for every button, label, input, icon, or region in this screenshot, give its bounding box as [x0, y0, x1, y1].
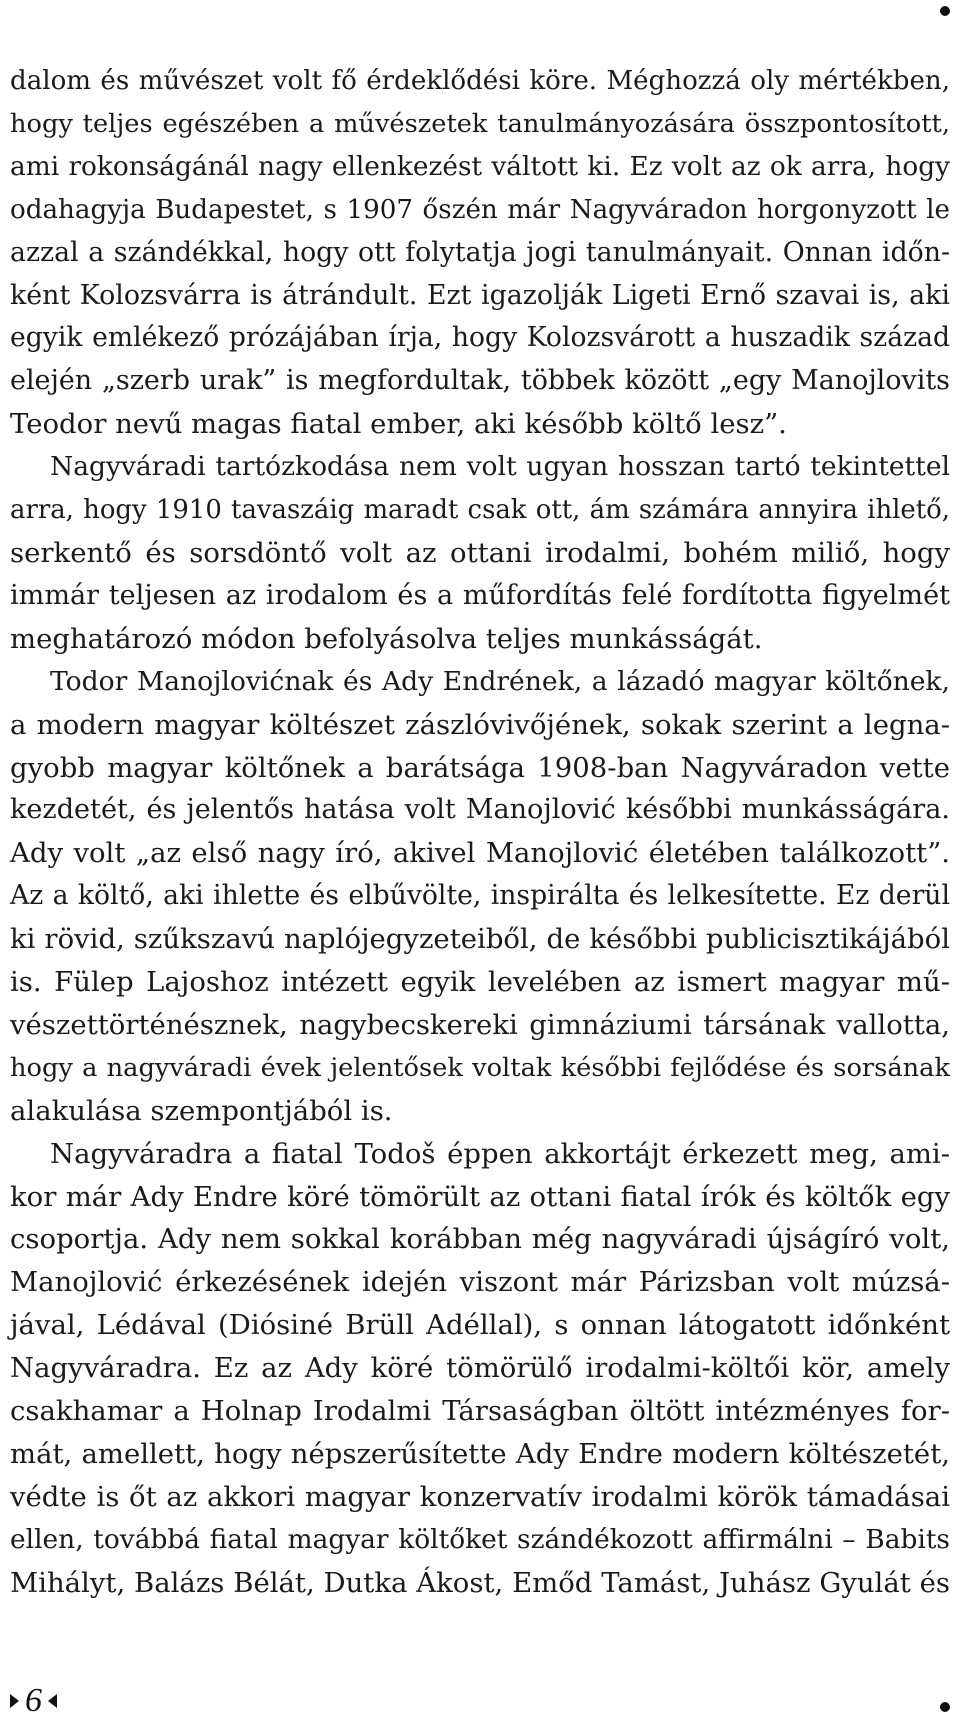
paragraph [10, 446, 950, 661]
text-line: kezdetét, és jelentős hatása volt Manojlović későbbi munkásságára. [10, 794, 950, 826]
text-line: Manojlović érkezésének idején viszont már Párizsban volt múzsá- [10, 1266, 950, 1299]
text-line: csoportja. Ady nem sokkal korábban még nagyváradi újságíró volt, [10, 1223, 950, 1256]
text-line: Az a költő, aki ihlette és elbűvölte, inspirálta és lelkesítette. Ez derül [10, 880, 950, 912]
text-line: gyobb magyar költőnek a barátsága 1908-ban Nagyváradon vette [10, 751, 950, 784]
text-line: vészettörténésznek, nagybecskereki gimnáziumi társának vallotta, [10, 1008, 950, 1041]
text-line: Nagyváradra. Ez az Ady köré tömörülő irodalmi-költői kör, amely [10, 1352, 950, 1385]
paragraph [10, 60, 950, 446]
text-line: egyik emlékező prózájában írja, hogy Kolozsvárott a huszadik század [10, 322, 950, 354]
text-line: hogy a nagyváradi évek jelentősek voltak későbbi fejlődése és sorsának [10, 1052, 950, 1083]
page-marker-right-triangle-icon [10, 1694, 19, 1708]
text-line: védte is őt az akkori magyar konzervatív irodalmi körök támadásai [10, 1480, 950, 1513]
text-line: Mihályt, Balázs Bélát, Dutka Ákost, Emőd Tamást, Juhász Gyulát és [10, 1566, 950, 1599]
text-line: Nagyváradra a fiatal Todoš éppen akkortájt érkezett meg, ami- [50, 1137, 950, 1170]
text-line: serkentő és sorsdöntő volt az ottani irodalmi, bohém miliő, hogy [10, 536, 950, 569]
text-line: csakhamar a Holnap Irodalmi Társaságban öltött intézményes for- [10, 1395, 950, 1428]
text-line: meghatározó módon befolyásolva teljes munkásságát. [10, 622, 763, 655]
corner-dot-top-right [940, 6, 950, 16]
text-line: dalom és művészet volt fő érdeklődési köre. Méghozzá oly mértékben, [10, 66, 950, 96]
text-line: alakulása szempontjából is. [10, 1094, 393, 1127]
page-marker-left-triangle-icon [48, 1694, 57, 1708]
text-line: kor már Ady Endre köré tömörült az ottani fiatal írók és költők egy [10, 1180, 950, 1213]
text-line: ellen, továbbá fiatal magyar költőket szándékozott affirmálni – Babits [10, 1523, 950, 1555]
text-line: mát, amellett, hogy népszerűsítette Ady Endre modern költészetét, [10, 1438, 950, 1470]
text-line: ként Kolozsvárra is átrándult. Ezt igazolják Ligeti Ernő szavai is, aki [10, 279, 950, 311]
text-line: Ady volt „az első nagy író, akivel Manojlović életében találkozott”. [10, 837, 950, 870]
paragraph [10, 1133, 950, 1605]
text-line: ami rokonságánál nagy ellenkezést váltott ki. Ez volt az ok arra, hogy [10, 151, 950, 182]
text-line: jával, Lédával (Diósiné Brüll Adéllal), s onnan látogatott időnként [10, 1309, 950, 1342]
text-line: hogy teljes egészében a művészetek tanulmányozására összpontosított, [10, 108, 950, 139]
text-line: elején „szerb urak” is megfordultak, többek között „egy Manojlovits [10, 365, 950, 397]
text-line: a modern magyar költészet zászlóvivőjének, sokak szerint a legna- [10, 708, 950, 741]
text-line: odahagyja Budapestet, s 1907 őszén már Nagyváradon horgonyzott le [10, 194, 950, 225]
corner-dot-bottom-right [940, 1702, 950, 1712]
page-footer [10, 1682, 57, 1720]
text-line: Nagyváradi tartózkodása nem volt ugyan hosszan tartó tekintettel [50, 451, 950, 483]
text-line: immár teljesen az irodalom és a műfordítás felé fordította figyelmét [10, 579, 950, 611]
text-line: ki rövid, szűkszavú naplójegyzeteiből, de későbbi publicisztikájából [10, 923, 950, 956]
page-number: 6 [25, 1682, 42, 1719]
text-line: Todor Manojlovićnak és Ady Endrének, a lázadó magyar költőnek, [50, 665, 950, 697]
text-line: is. Fülep Lajoshoz intézett egyik levelében az ismert magyar mű- [10, 966, 950, 999]
text-line: arra, hogy 1910 tavaszáig maradt csak ott, ám számára annyira ihlető, [10, 495, 950, 526]
body-text [10, 60, 950, 1605]
text-line: azzal a szándékkal, hogy ott folytatja jogi tanulmányait. Onnan időn- [10, 236, 950, 268]
text-line: Teodor nevű magas fiatal ember, aki később költő lesz”. [10, 408, 787, 441]
paragraph [10, 661, 950, 1133]
